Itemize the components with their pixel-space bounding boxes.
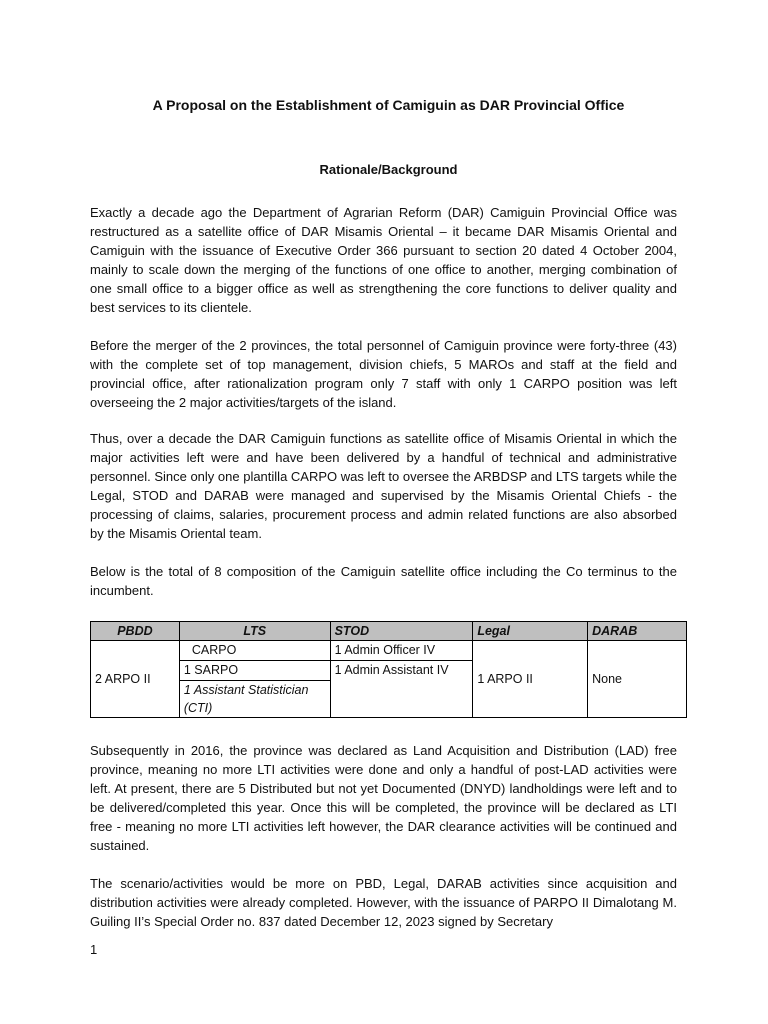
- paragraph: Before the merger of the 2 provinces, the total personnel of Camiguin province were forty-three (43) with the complete set of top management, division chiefs, 5 MAROs and staff at the field and provincial office, after rationalization program only 7 staff with only 1 CARPO position was left overseeing the 2 major activities/targets of the island.: [90, 338, 677, 410]
- paragraph: Below is the total of 8 composition of the Camiguin satellite office including the Co terminus to the incumbent.: [90, 564, 677, 598]
- composition-table: [90, 621, 687, 718]
- header-lts: LTS: [179, 622, 330, 641]
- header-darab: DARAB: [588, 622, 687, 641]
- stod-item: 1 Admin Officer IV: [331, 641, 473, 661]
- document-title: A Proposal on the Establishment of Camiguin as DAR Provincial Office: [152, 97, 625, 113]
- cell-darab: None: [588, 641, 687, 718]
- lts-item: CARPO: [180, 641, 330, 661]
- paragraph: Exactly a decade ago the Department of Agrarian Reform (DAR) Camiguin Provincial Office was restructured as a satellite office of DAR Misamis Oriental – it became DAR Misamis Oriental and Camiguin with the issuance of Executive Order 366 pursuant to section 20 dated 4 October 2004, mainly to scale down the merging of the functions of one office to another, merging combination of one small office to a bigger office as well as strengthening the core functions to deliver quality and best services to its clientele.: [90, 205, 677, 315]
- table-row: [91, 641, 687, 718]
- header-pbdd: PBDD: [91, 622, 180, 641]
- lts-item: 1 Assistant Statistician (CTI): [183, 683, 309, 715]
- paragraph: The scenario/activities would be more on PBD, Legal, DARAB activities since acquisition and distribution activities were already completed. However, with the issuance of PARPO II Dimalotang M. Guiling II’s Special Order no. 837 dated December 12, 2023 signed by Secretary: [90, 876, 677, 929]
- section-heading: Rationale/Background: [319, 162, 458, 177]
- cell-stod: [330, 641, 473, 718]
- cell-lts: [179, 641, 330, 718]
- header-legal: Legal: [473, 622, 588, 641]
- paragraph: Thus, over a decade the DAR Camiguin functions as satellite office of Misamis Oriental in which the major activities left were and have been delivered by a handful of technical and administrative personnel. Since only one plantilla CARPO was left to oversee the ARBDSP and LTS targets while the Legal, STOD and DARAB were managed and supervised by the Misamis Oriental Chiefs - the processing of claims, salaries, procurement process and admin related functions are also absorbed by the Misamis Oriental team.: [90, 431, 678, 541]
- cell-legal: 1 ARPO II: [473, 641, 588, 718]
- lts-item: 1 SARPO: [180, 661, 330, 681]
- page-number: 1: [90, 942, 98, 957]
- table-header-row: [91, 622, 687, 641]
- cell-pbdd: 2 ARPO II: [91, 641, 180, 718]
- header-stod: STOD: [330, 622, 473, 641]
- paragraph: Subsequently in 2016, the province was declared as Land Acquisition and Distribution (LAD) free province, meaning no more LTI activities were done and only a handful of post-LAD activities were left. At present, there are 5 Distributed but not yet Documented (DNYD) landholdings were left and to be delivered/completed this year. Once this will be completed, the province will be declared as LTI free - meaning no more LTI activities left however, the DAR clearance activities will be continued and sustained.: [90, 743, 677, 853]
- stod-item: 1 Admin Assistant IV: [334, 663, 449, 677]
